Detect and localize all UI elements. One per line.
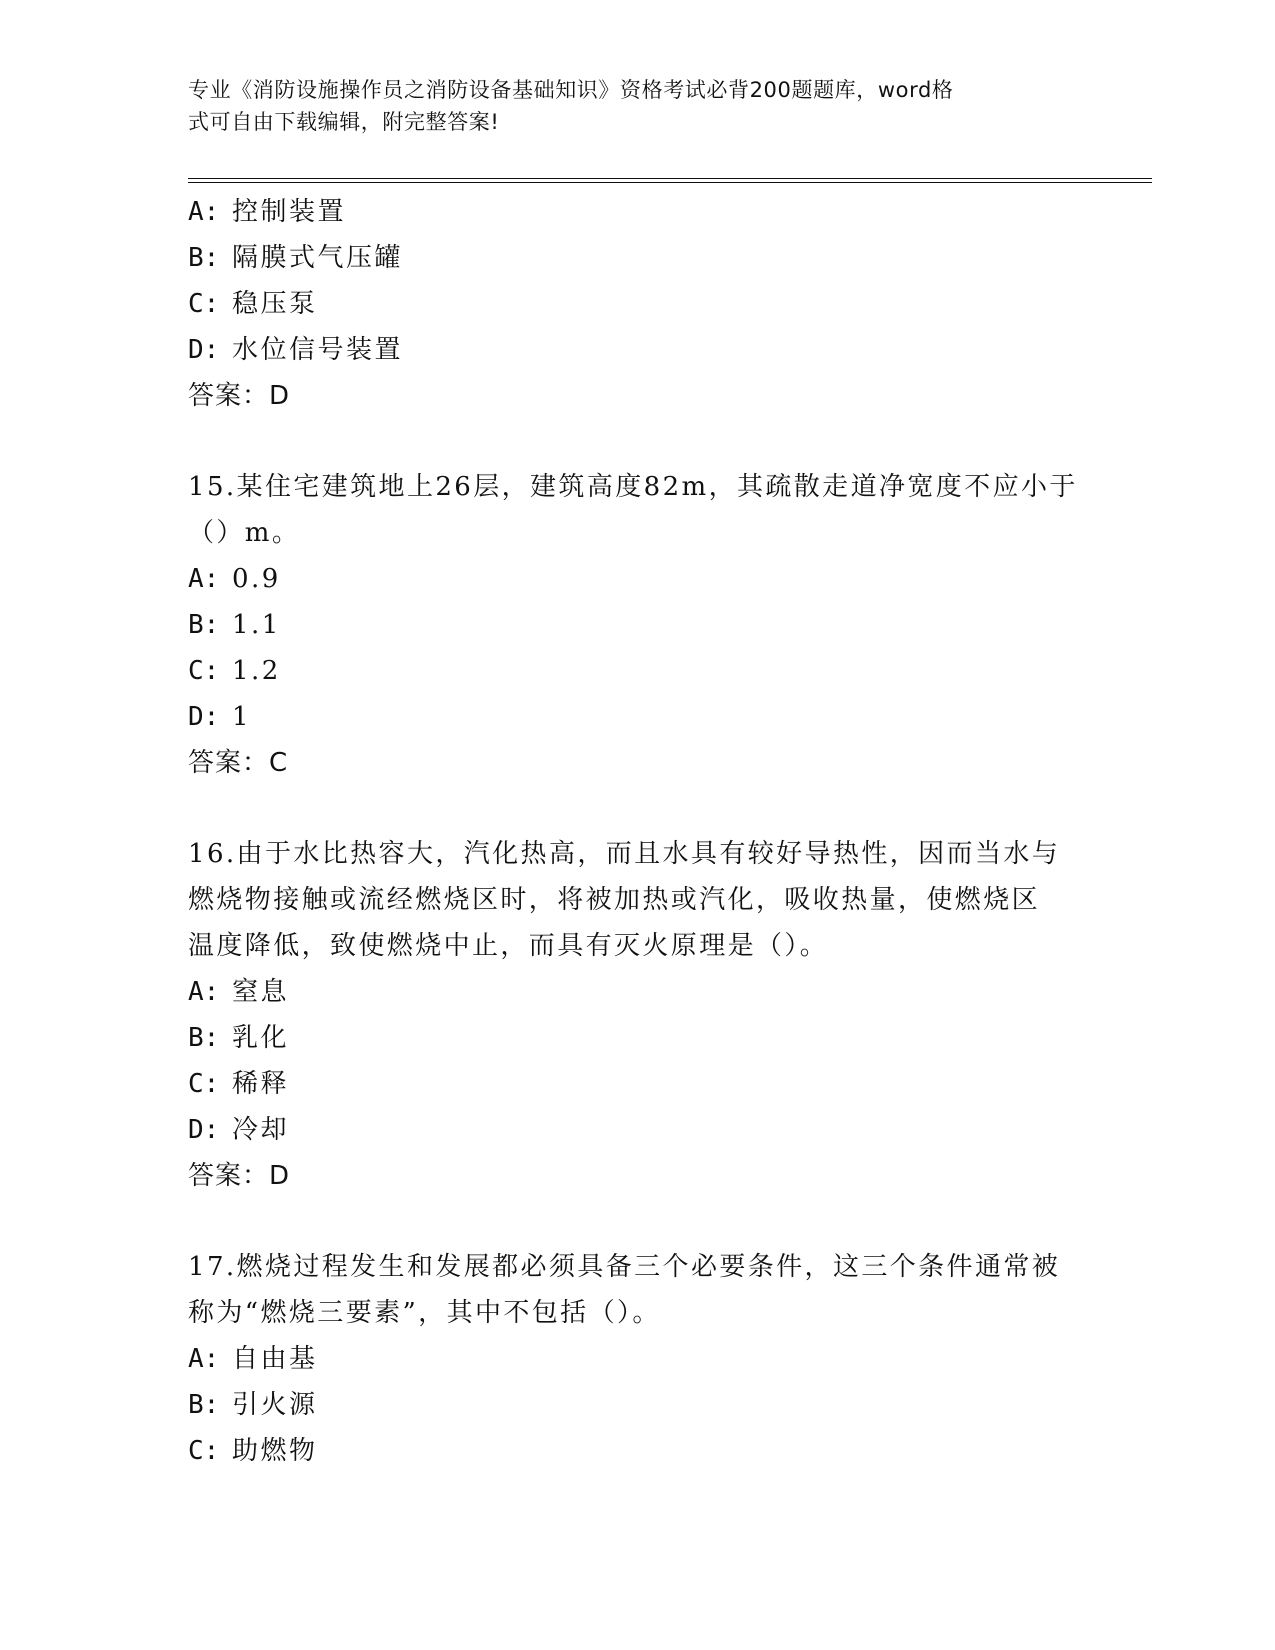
option-text: 自由基: [232, 1344, 318, 1374]
option-text: 控制装置: [232, 197, 347, 227]
option-text: 1: [232, 702, 252, 732]
option-text: 助燃物: [232, 1436, 318, 1466]
question-stem: [188, 464, 1088, 556]
option-text: 冷却: [232, 1115, 290, 1145]
question-17: [188, 1244, 1088, 1474]
option-letter: D:: [188, 702, 220, 732]
option-letter: A:: [188, 197, 220, 227]
option-text: 稳压泵: [232, 289, 318, 319]
question-15: [188, 464, 1088, 786]
option-letter: D:: [188, 1115, 220, 1145]
stem-line: 温度降低，致使燃烧中止，而具有灭火原理是（）。: [188, 931, 829, 961]
option-letter: C:: [188, 1069, 220, 1099]
stem-line: 16.由于水比热容大，汽化热高，而且水具有较好导热性，因而当水与: [188, 839, 1061, 869]
option-letter: D:: [188, 335, 220, 365]
question-16: [188, 831, 1088, 1199]
option-c: [188, 1428, 1088, 1474]
option-text: 窒息: [232, 977, 290, 1007]
question-stem: [188, 831, 1088, 969]
option-a: [188, 1336, 1088, 1382]
option-letter: C:: [188, 289, 220, 319]
question-14: [188, 189, 1088, 419]
option-b: [188, 235, 1088, 281]
header-line-2: 式可自由下载编辑，附完整答案!: [188, 110, 500, 134]
option-letter: A:: [188, 977, 220, 1007]
option-text: 0.9: [232, 564, 281, 594]
option-text: 水位信号装置: [232, 335, 404, 365]
option-c: [188, 648, 1088, 694]
header-line-1: 专业《消防设施操作员之消防设备基础知识》资格考试必背200题题库，word格: [188, 78, 954, 102]
answer-line: 答案：C: [188, 748, 289, 778]
option-letter: B:: [188, 1023, 220, 1053]
option-text: 隔膜式气压罐: [232, 243, 404, 273]
option-c: [188, 1061, 1088, 1107]
option-letter: B:: [188, 610, 220, 640]
question-stem: [188, 1244, 1088, 1336]
option-text: 稀释: [232, 1069, 290, 1099]
option-letter: C:: [188, 1436, 220, 1466]
header-divider-bottom: [188, 182, 1152, 183]
option-letter: A:: [188, 1344, 220, 1374]
option-c: [188, 281, 1088, 327]
stem-line: 燃烧物接触或流经燃烧区时，将被加热或汽化，吸收热量，使燃烧区: [188, 885, 1041, 915]
stem-line: 17.燃烧过程发生和发展都必须具备三个必要条件，这三个条件通常被: [188, 1252, 1061, 1282]
question-content: [188, 189, 1088, 1474]
option-letter: A:: [188, 564, 220, 594]
option-text: 1.2: [232, 656, 281, 686]
option-letter: B:: [188, 243, 220, 273]
option-d: [188, 1107, 1088, 1153]
option-a: [188, 969, 1088, 1015]
document-header: [188, 74, 1088, 138]
option-letter: B:: [188, 1390, 220, 1420]
header-divider-top: [188, 178, 1152, 179]
stem-line: 称为“燃烧三要素”，其中不包括（）。: [188, 1298, 661, 1328]
option-text: 1.1: [232, 610, 281, 640]
answer-line: 答案：D: [188, 1161, 291, 1191]
option-letter: C:: [188, 656, 220, 686]
option-b: [188, 602, 1088, 648]
answer-line: 答案：D: [188, 381, 291, 411]
stem-line: （）m。: [188, 518, 301, 548]
option-text: 乳化: [232, 1023, 290, 1053]
option-text: 引火源: [232, 1390, 318, 1420]
option-d: [188, 694, 1088, 740]
option-b: [188, 1015, 1088, 1061]
option-d: [188, 327, 1088, 373]
stem-line: 15.某住宅建筑地上26层，建筑高度82m，其疏散走道净宽度不应小于: [188, 472, 1078, 502]
option-b: [188, 1382, 1088, 1428]
option-a: [188, 189, 1088, 235]
option-a: [188, 556, 1088, 602]
